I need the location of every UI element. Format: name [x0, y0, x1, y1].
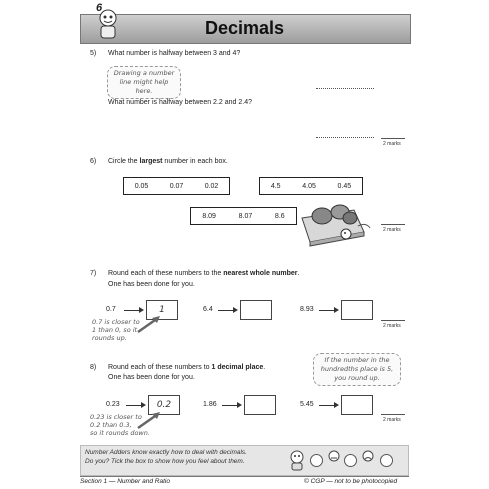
- arrow-right-icon: [139, 307, 144, 313]
- mascot-small-icon: [286, 449, 308, 471]
- q8-note-line: 0.23 is closer to: [90, 413, 142, 421]
- q6-box2-option[interactable]: 4.05: [302, 182, 316, 190]
- q7-text-bold: nearest whole number: [223, 270, 298, 277]
- q6-marks-line: [381, 224, 405, 225]
- q7-marks-line: [381, 320, 405, 321]
- q7-value-2: 6.4: [203, 306, 213, 313]
- q8-arrow-line-1: [126, 405, 142, 406]
- arrow-right-icon: [141, 402, 146, 408]
- q8-answer-box-3[interactable]: [341, 395, 373, 415]
- q8-hint-bubble: [313, 353, 401, 386]
- q6-box3-option[interactable]: 8.09: [202, 212, 216, 220]
- q7-answer-box-3[interactable]: [341, 300, 373, 320]
- q8-hint-line: hundredths place is 5,: [320, 365, 394, 373]
- footer-rule: [80, 476, 409, 477]
- q8-arrow-line-2: [222, 405, 238, 406]
- q7-note-line: rounds up.: [92, 334, 127, 342]
- q8-value-2: 1.86: [203, 401, 217, 408]
- copyright-label: © CGP — not to be photocopied: [304, 478, 398, 485]
- q8-hint-line: you round up.: [334, 374, 380, 382]
- q7-answer-box-1[interactable]: 1: [146, 300, 178, 320]
- feedback-line-1: Number Adders know exactly how to deal with decimals.: [85, 449, 247, 456]
- q8-text-pre: Round each of these numbers to: [108, 364, 212, 371]
- q7-marks: 2 marks: [383, 323, 401, 329]
- q7-text-pre: Round each of these numbers to the: [108, 270, 224, 277]
- q5-text-2: What number is halfway between 2.2 and 2.4?: [108, 99, 252, 106]
- q5-hint-bubble: [107, 66, 181, 99]
- q5-marks: 2 marks: [383, 141, 401, 147]
- q8-text-bold: 1 decimal place: [211, 364, 264, 371]
- q6-text-post: number in each box.: [162, 158, 228, 165]
- q7-note-line: 1 than 0, so it: [92, 326, 138, 334]
- q6-box3-option[interactable]: 8.6: [274, 212, 285, 220]
- q5-text: What number is halfway between 3 and 4?: [108, 50, 241, 57]
- q8-marks: 2 marks: [383, 417, 401, 423]
- q8-value-1: 0.23: [106, 401, 120, 408]
- page-title: Decimals: [204, 18, 285, 38]
- arrow-right-icon: [237, 402, 242, 408]
- q6-marks: 2 marks: [383, 227, 401, 233]
- feedback-line-2: Do you? Tick the box to show how you feel about them.: [85, 458, 245, 465]
- q8-note-line: 0.2 than 0.3,: [90, 421, 132, 429]
- q7-text-post: .: [297, 270, 300, 277]
- q8-answer-box-1[interactable]: 0.2: [148, 395, 180, 415]
- q5-number: 5): [90, 50, 97, 57]
- mascot-medium-icon: [326, 449, 342, 467]
- q6-box2-option[interactable]: 0.45: [337, 182, 352, 190]
- q6-text-bold: largest: [139, 158, 163, 165]
- q6-box1-option[interactable]: 0.07: [169, 182, 184, 190]
- q8-arrow-line-3: [319, 405, 335, 406]
- q6-box-1: [123, 177, 230, 195]
- pizza-tray-illustration-icon: [298, 196, 374, 248]
- q7-arrow-line-3: [319, 310, 335, 311]
- q6-number: 6): [90, 158, 97, 165]
- q8-number: 8): [90, 364, 97, 371]
- q5-marks-line: [381, 138, 405, 139]
- q8-text: [108, 364, 265, 371]
- q6-box3-option[interactable]: 8.07: [238, 212, 253, 220]
- arrow-right-icon: [334, 307, 339, 313]
- q6-text: [108, 158, 228, 165]
- q8-note-line: so it rounds down.: [90, 429, 150, 437]
- q6-box1-option[interactable]: 0.05: [134, 182, 149, 190]
- feedback-option-unhappy-checkbox[interactable]: [380, 454, 393, 467]
- q5-hint-line: Drawing a number: [113, 69, 175, 77]
- q8-value-3: 5.45: [300, 401, 314, 408]
- arrow-right-icon: [334, 402, 339, 408]
- q7-arrow-line-1: [124, 310, 140, 311]
- q6-box2-option[interactable]: 4.5: [270, 182, 281, 190]
- feedback-option-neutral-checkbox[interactable]: [344, 454, 357, 467]
- q7-note-line: 0.7 is closer to: [92, 318, 140, 326]
- q7-arrow-line-2: [218, 310, 234, 311]
- q6-text-pre: Circle the: [108, 158, 140, 165]
- q5-answer-line-2[interactable]: [316, 137, 374, 138]
- q8-text-post: .: [263, 364, 266, 371]
- q8-text-2: One has been done for you.: [108, 374, 195, 381]
- feedback-option-happy-checkbox[interactable]: [310, 454, 323, 467]
- q7-value-3: 8.93: [300, 306, 314, 313]
- page-number: 6: [96, 2, 103, 14]
- q6-box-3: [190, 207, 297, 225]
- q6-box-2: [259, 177, 363, 195]
- q8-hint-line: If the number in the: [324, 356, 390, 364]
- feedback-text: [85, 448, 285, 466]
- q7-value-1: 0.7: [106, 306, 116, 313]
- q8-answer-box-2[interactable]: [244, 395, 276, 415]
- q5-answer-line-1[interactable]: [316, 88, 374, 89]
- q5-hint-line: line might help here.: [119, 78, 169, 95]
- q8-pointer-arrow-icon: [136, 410, 166, 430]
- arrow-right-icon: [233, 307, 238, 313]
- q7-answer-box-2[interactable]: [240, 300, 272, 320]
- section-label: Section 1 — Number and Ratio: [80, 478, 170, 485]
- q7-text-2: One has been done for you.: [108, 281, 195, 288]
- q7-text: [108, 270, 299, 277]
- q7-worked-note: [92, 318, 140, 342]
- mascot-sad-icon: [360, 449, 376, 467]
- q7-number: 7): [90, 270, 97, 277]
- q6-box1-option[interactable]: 0.02: [204, 182, 219, 190]
- q7-pointer-arrow-icon: [136, 314, 166, 334]
- q8-marks-line: [381, 414, 405, 415]
